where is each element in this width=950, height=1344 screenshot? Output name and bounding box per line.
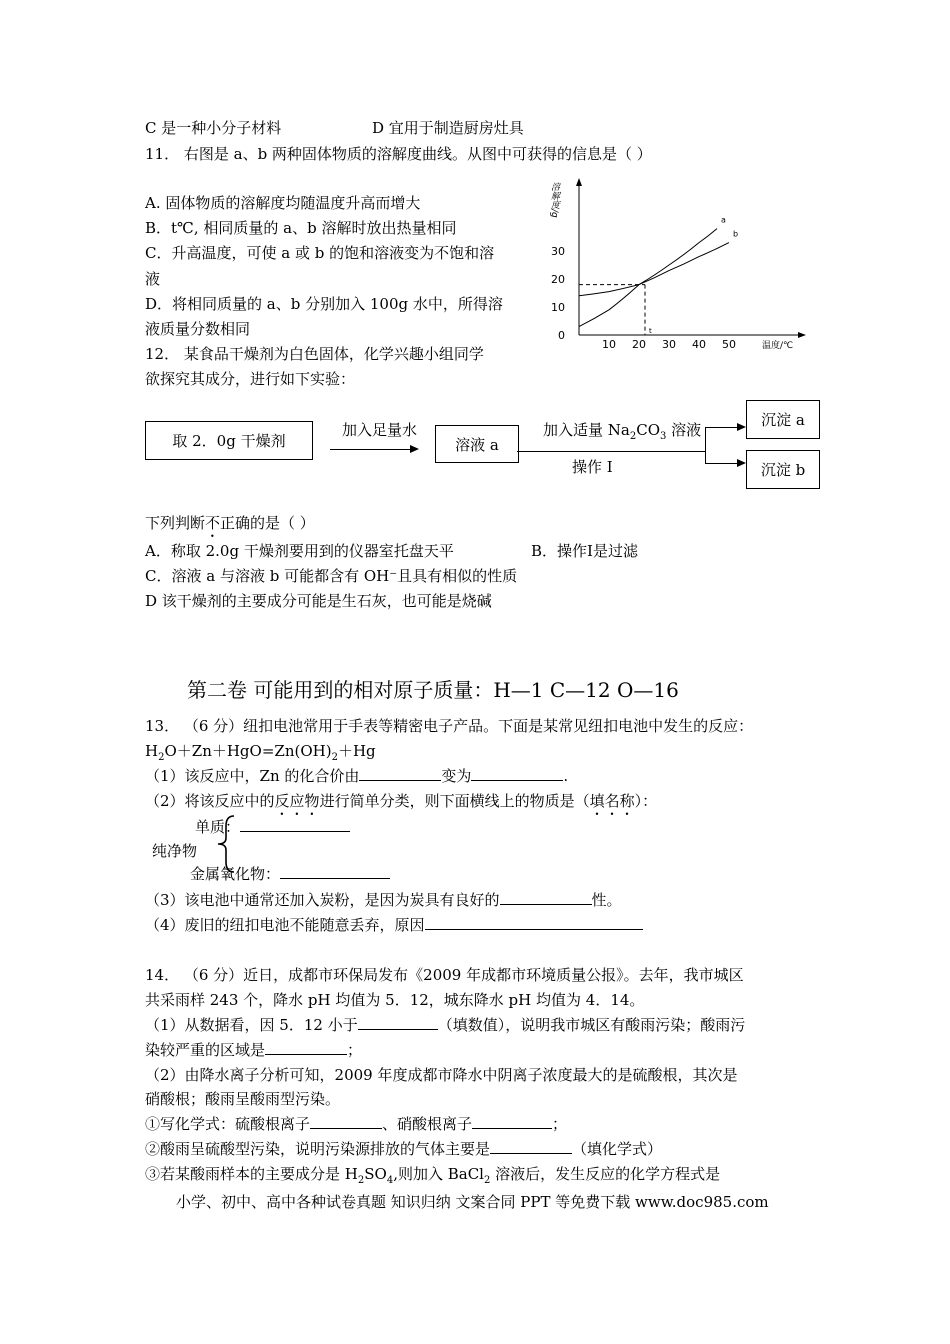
q14-blank-5[interactable] (490, 1139, 572, 1154)
page-footer: 小学、初中、高中各种试卷真题 知识归纳 文案合同 PPT 等免费下载 www.doc985.com (176, 1193, 769, 1211)
flow-operation-label: 操作 I (572, 458, 613, 476)
flow-arrow1-head (410, 445, 419, 453)
series-a-line (579, 229, 717, 327)
q13-part4: （4）废旧的纽扣电池不能随意丢弃，原因 (145, 915, 643, 935)
flow-branch-top (705, 427, 737, 428)
q13-metal-oxide: 金属氧化物： (190, 864, 390, 884)
q14-stem: 14． （6 分）近日，成都市环保局发布《2009 年成都市环境质量公报》。去年，我市城区 (145, 966, 744, 984)
q13-blank-simple[interactable] (240, 817, 350, 832)
x-axis-label: 温度/℃ (762, 341, 794, 351)
q14-blank-4[interactable] (472, 1114, 552, 1129)
q11-option-a: A. 固体物质的溶解度均随温度升高而增大 (145, 194, 421, 212)
x-axis-arrow (798, 332, 806, 338)
q13-equation: $H_2O+Zn+HgO=Zn(OH)_2+Hg$ (145, 742, 376, 763)
y-axis-label: 溶解度/g (549, 182, 559, 218)
q13-pure-substance: 纯净物 (152, 842, 198, 860)
q13-blank-oxide[interactable] (280, 864, 390, 879)
t-marker-label: t (649, 327, 652, 335)
flow-branch-top-head (737, 423, 746, 431)
q14-blank-2[interactable] (265, 1040, 347, 1055)
flow-line2 (517, 451, 705, 452)
q13-part1: （1）该反应中，Zn 的化合价由 变为 . (145, 767, 569, 785)
y-tick-label: 30 (551, 245, 565, 258)
q13-blank-2[interactable] (471, 766, 563, 781)
q14-part2: （2）由降水离子分析可知，2009 年度成都市降水中阴离子浓度最大的是硫酸根，其次是 (145, 1066, 738, 1084)
y-tick-label: 0 (558, 329, 565, 342)
y-tick-label: 10 (551, 301, 565, 314)
q13-simple-substance: 单质： (195, 817, 350, 837)
q13-part3: （3）该电池中通常还加入炭粉，是因为炭具有良好的 性。 (145, 891, 622, 909)
x-tick-label: 10 (602, 338, 616, 351)
flow-box-sample: 取 2．0g 干燥剂 (145, 421, 313, 460)
q14-blank-1[interactable] (358, 1015, 438, 1030)
flow-arrow1-label: 加入足量水 (342, 421, 418, 439)
q13-blank-1[interactable] (359, 766, 441, 781)
flow-box-precipitate-b: 沉淀 b (746, 450, 820, 489)
option-c-prev: C 是一种小分子材料 (145, 119, 282, 137)
y-tick-label: 20 (551, 273, 565, 286)
solubility-chart (540, 170, 820, 360)
x-tick-label: 30 (662, 338, 676, 351)
flow-branch-vertical (705, 427, 706, 464)
q14-sub2: ②酸雨呈硫酸型污染，说明污染源排放的气体主要是 （填化学式） (145, 1140, 663, 1158)
q13-stem: 13． （6 分）纽扣电池常用于手表等精密电子产品。下面是某常见纽扣电池中发生的反应： (145, 717, 754, 735)
series-b-label: b (733, 229, 739, 239)
q11-option-d: D．将相同质量的 a、b 分别加入 100g 水中，所得溶 (145, 295, 503, 313)
q13-blank-3[interactable] (500, 890, 592, 905)
flow-branch-bottom (705, 463, 737, 464)
q11-option-c-cont: 液 (145, 270, 161, 288)
q12-option-b: B．操作Ⅰ是过滤 (531, 542, 638, 560)
q12-option-a: A．称取 2.0g 干燥剂要用到的仪器室托盘天平 (145, 542, 454, 560)
q14-part2-cont: 硝酸根；酸雨呈酸雨型污染。 (145, 1090, 341, 1108)
q13-part2: （2）将该反应中的反应物进行简单分类，则下面横线上的物质是（填名称）： (145, 792, 658, 810)
x-tick-label: 20 (632, 338, 646, 351)
q12-stem: 12． 某食品干燥剂为白色固体，化学兴趣小组同学 (145, 345, 484, 363)
q12-judge: 下列判断不正确的是（ ） (145, 514, 315, 532)
section-2-heading: 第二卷 可能用到的相对原子质量：H—1 C—12 O—16 (187, 678, 679, 702)
y-axis-arrow (576, 178, 582, 186)
q14-sub3: ③若某酸雨样本的主要成分是 $H_2SO_4$,则加入 BaCl$_2$ 溶液后，发生反应的化学方程式是 (145, 1165, 721, 1186)
q12-stem-cont: 欲探究其成分，进行如下实验： (145, 370, 356, 388)
series-a-label: a (721, 215, 726, 225)
flow-arrow1 (330, 449, 410, 450)
series-b-line (579, 243, 729, 296)
q12-option-d: D 该干燥剂的主要成分可能是生石灰，也可能是烧碱 (145, 592, 492, 610)
x-tick-label: 50 (722, 338, 736, 351)
q14-part1: （1）从数据看，因 5．12 小于 （填数值），说明我市城区有酸雨污染；酸雨污 (145, 1016, 746, 1034)
q11-stem: 11． 右图是 a、b 两种固体物质的溶解度曲线。从图中可获得的信息是（ ） (145, 145, 652, 163)
flow-box-precipitate-a: 沉淀 a (746, 400, 820, 439)
q14-blank-3[interactable] (310, 1114, 382, 1129)
q11-option-d-cont: 液质量分数相同 (145, 320, 251, 338)
q12-option-c: C．溶液 a 与溶液 b 可能都含有 OH⁻且具有相似的性质 (145, 567, 518, 585)
q14-part1-cont: 染较严重的区域是 ； (145, 1041, 363, 1059)
q14-stem-cont: 共采雨样 243 个，降水 pH 均值为 5．12，城东降水 pH 均值为 4．14。 (145, 991, 645, 1009)
flow-branch-bottom-head (737, 459, 746, 467)
flow-arrow2-label: 加入适量 $Na_2CO_3$ 溶液 (543, 421, 702, 442)
q11-option-c: C．升高温度，可使 a 或 b 的饱和溶液变为不饱和溶 (145, 244, 495, 262)
option-d-prev: D 宜用于制造厨房灶具 (372, 119, 524, 137)
q14-sub1: ①写化学式：硫酸根离子 、硝酸根离子 ； (145, 1115, 568, 1133)
x-tick-label: 40 (692, 338, 706, 351)
q11-option-b: B．t℃, 相同质量的 a、b 溶解时放出热量相同 (145, 219, 457, 237)
flow-box-solution-a: 溶液 a (435, 425, 519, 463)
q13-blank-4[interactable] (425, 915, 643, 930)
